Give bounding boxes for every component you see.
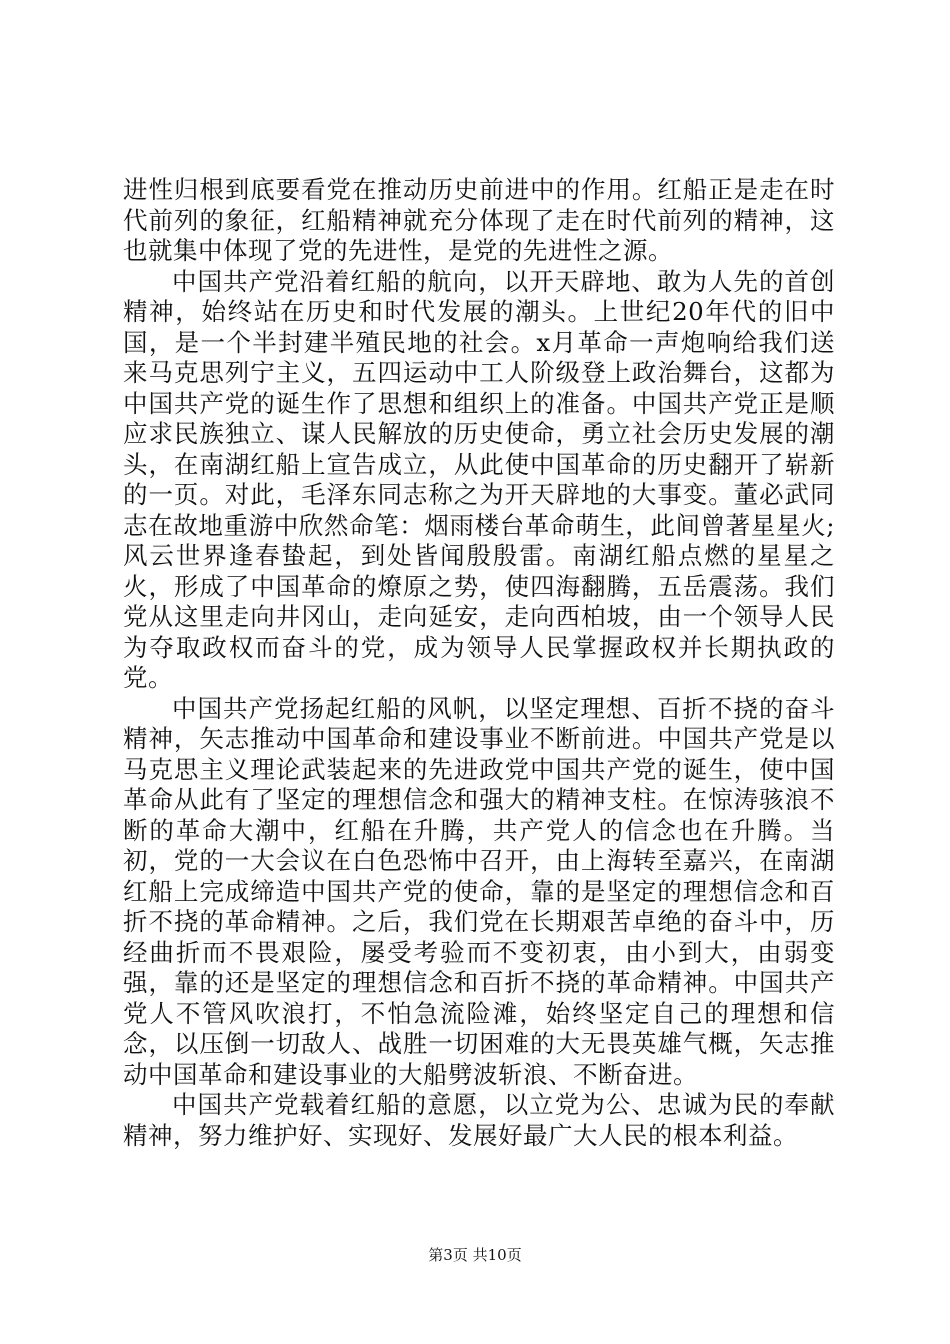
body-text [123,175,835,1151]
paragraph-pioneering-spirit: 中国共产党沿着红船的航向，以开天辟地、敢为人先的首创精神，始终站在历史和时代发展的潮头。上世纪20年代的旧中国，是一个半封建半殖民地的社会。x月革命一声炮响给我们送来马克思列宁主义，五四运动中工人阶级登上政治舞台，这都为中国共产党的诞生作了思想和组织上的准备。中国共产党正是顺应求民族独立、谋人民解放的历史使命，勇立社会历史发展的潮头，在南湖红船上宣告成立，从此使中国革命的历史翻开了崭新的一页。对此，毛泽东同志称之为开天辟地的大事变。董必武同志在故地重游中欣然命笔：烟雨楼台革命萌生，此间曾著星星火;风云世界逢春蛰起，到处皆闻殷殷雷。南湖红船点燃的星星之火，形成了中国革命的燎原之势，使四海翻腾，五岳震荡。我们党从这里走向井冈山，走向延安，走向西柏坡，由一个领导人民为夺取政权而奋斗的党，成为领导人民掌握政权并长期执政的党。 [123,266,835,692]
paragraph-continuation: 进性归根到底要看党在推动历史前进中的作用。红船正是走在时代前列的象征，红船精神就充分体现了走在时代前列的精神，这也就集中体现了党的先进性，是党的先进性之源。 [123,175,835,265]
page-number: 第3页 共10页 [428,1246,522,1264]
paragraph-dedication-spirit: 中国共产党载着红船的意愿，以立党为公、忠诚为民的奉献精神，努力维护好、实现好、发展好最广大人民的根本利益。 [123,1090,835,1150]
paragraph-struggle-spirit: 中国共产党扬起红船的风帆，以坚定理想、百折不挠的奋斗精神，矢志推动中国革命和建设事业不断前进。中国共产党是以马克思主义理论武装起来的先进政党中国共产党的诞生，使中国革命从此有了坚定的理想信念和强大的精神支柱。在惊涛骇浪不断的革命大潮中，红船在升腾，共产党人的信念也在升腾。当初，党的一大会议在白色恐怖中召开，由上海转至嘉兴，在南湖红船上完成缔造中国共产党的使命，靠的是坚定的理想信念和百折不挠的革命精神。之后，我们党在长期艰苦卓绝的奋斗中，历经曲折而不畏艰险，屡受考验而不变初衷，由小到大，由弱变强，靠的还是坚定的理想信念和百折不挠的革命精神。中国共产党人不管风吹浪打，不怕急流险滩，始终坚定自己的理想和信念，以压倒一切敌人、战胜一切困难的大无畏英雄气概，矢志推动中国革命和建设事业的大船劈波斩浪、不断奋进。 [123,693,835,1089]
